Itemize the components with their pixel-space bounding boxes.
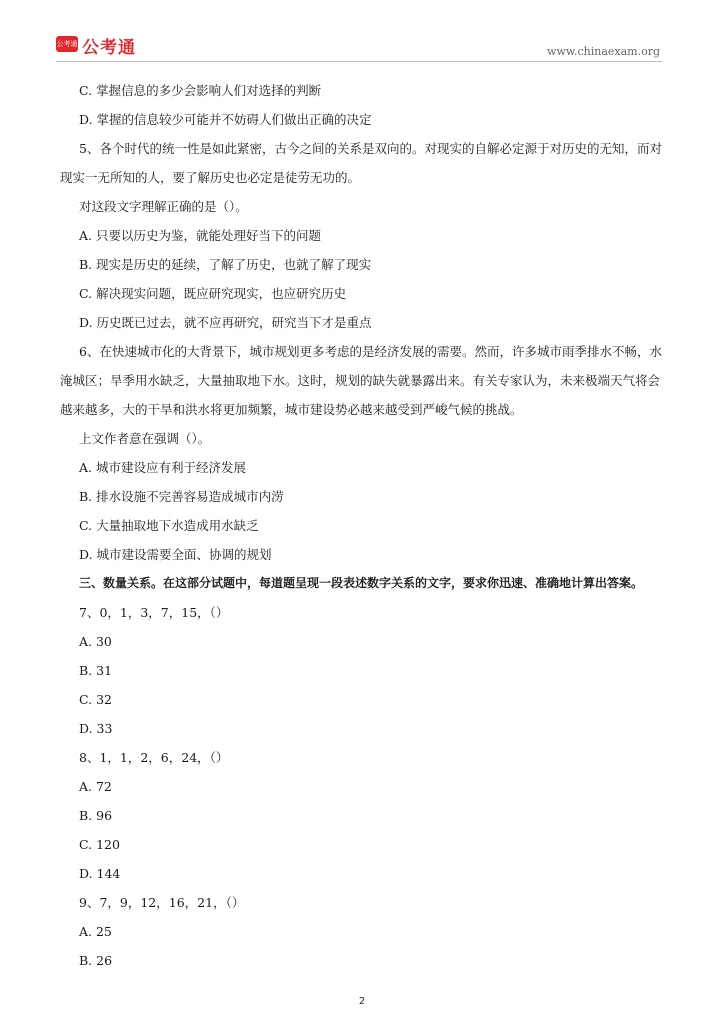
question-6-line-2: 淹城区；旱季用水缺乏，大量抽取地下水。这时，规划的缺失就暴露出来。有关专家认为，未来极端天气将会 <box>60 373 661 388</box>
question-7: 7、0，1，3，7，15，（） <box>79 605 229 620</box>
question-6-prompt: 上文作者意在强调（）。 <box>79 431 211 446</box>
question-6-line-1: 6、在快速城市化的大背景下，城市规划更多考虑的是经济发展的需要。然而，许多城市雨季排水不畅，水 <box>79 344 662 359</box>
question-9: 9、7，9，12，16，21，（） <box>79 895 245 910</box>
page-number: 2 <box>358 996 366 1007</box>
option-d: D. 掌握的信息较少可能并不妨碍人们做出正确的决定 <box>79 112 372 127</box>
logo-text: 公考通 <box>82 38 136 58</box>
header-divider <box>56 61 662 62</box>
q9-option-a: A. 25 <box>79 924 112 939</box>
q6-option-c: C. 大量抽取地下水造成用水缺乏 <box>79 518 259 533</box>
site-url: www.chinaexam.org <box>547 45 660 58</box>
question-5-line-1: 5、各个时代的统一性是如此紧密，古今之间的关系是双向的。对现实的自解必定源于对历史的无知，而对 <box>79 141 662 156</box>
q6-option-b: B. 排水设施不完善容易造成城市内涝 <box>79 489 284 504</box>
q7-option-a: A. 30 <box>79 634 112 649</box>
option-c: C. 掌握信息的多少会影响人们对选择的判断 <box>79 83 322 98</box>
q6-option-d: D. 城市建设需要全面、协调的规划 <box>79 547 272 562</box>
document-body <box>60 76 669 975</box>
q8-option-c: C. 120 <box>79 837 120 852</box>
q7-option-c: C. 32 <box>79 692 112 707</box>
q8-option-d: D. 144 <box>79 866 121 881</box>
q7-option-d: D. 33 <box>79 721 113 736</box>
q7-option-b: B. 31 <box>79 663 113 678</box>
q5-option-d: D. 历史既已过去，就不应再研究，研究当下才是重点 <box>79 315 372 330</box>
question-6-line-3: 越来越多，大的干旱和洪水将更加频繁，城市建设势必越来越受到严峻气候的挑战。 <box>60 402 523 417</box>
page-header <box>0 0 724 62</box>
q5-option-c: C. 解决现实问题，既应研究现实，也应研究历史 <box>79 286 347 301</box>
q5-option-a: A. 只要以历史为鉴，就能处理好当下的问题 <box>79 228 321 243</box>
q5-option-b: B. 现实是历史的延续，了解了历史，也就了解了现实 <box>79 257 372 272</box>
q6-option-a: A. 城市建设应有利于经济发展 <box>79 460 246 475</box>
question-5-line-2: 现实一无所知的人，要了解历史也必定是徒劳无功的。 <box>60 170 361 185</box>
q9-option-b: B. 26 <box>79 953 113 968</box>
section-heading: 三、数量关系。在这部分试题中，每道题呈现一段表述数字关系的文字，要求你迅速、准确地计算出答案。 <box>79 576 644 590</box>
question-5-prompt: 对这段文字理解正确的是（）。 <box>79 199 248 214</box>
logo-badge: 公考通 <box>56 36 78 52</box>
q8-option-a: A. 72 <box>79 779 112 794</box>
q8-option-b: B. 96 <box>79 808 113 823</box>
question-8: 8、1，1，2，6，24，（） <box>79 750 229 765</box>
